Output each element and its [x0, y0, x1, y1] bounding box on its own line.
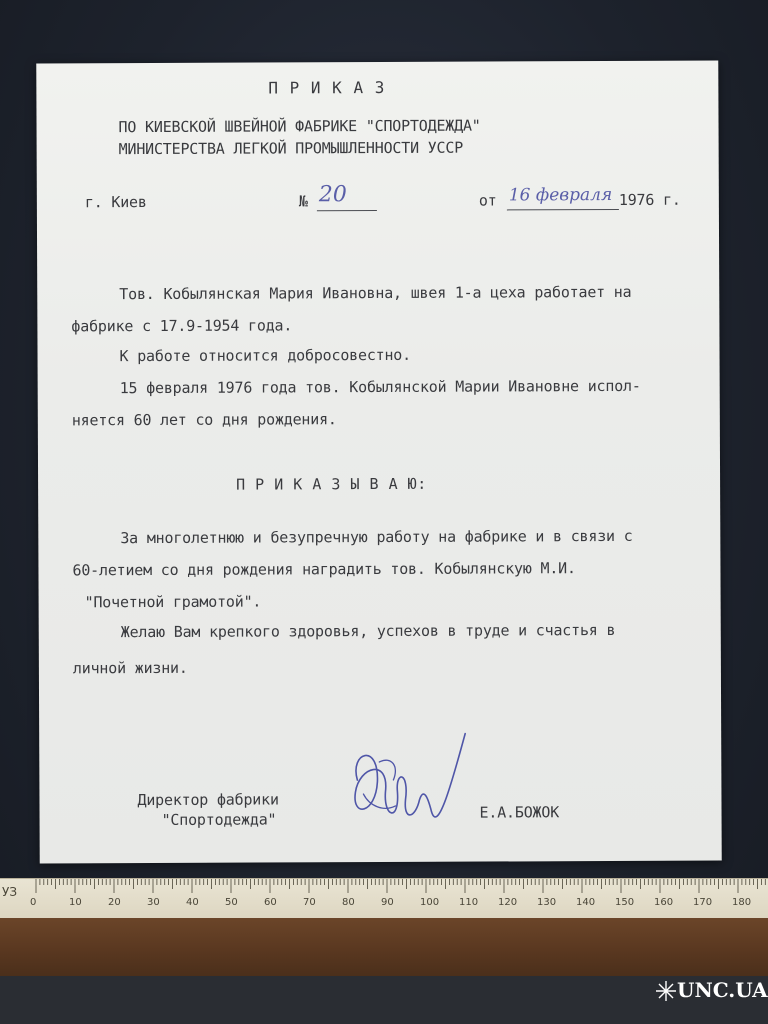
- signer-title-1: Директор фабрики: [137, 790, 279, 810]
- date-year: 1976 г.: [618, 190, 681, 209]
- ruler-label: 180: [732, 897, 752, 908]
- date-handwritten: 16 февраля: [508, 184, 613, 206]
- ruler-label: 100: [420, 897, 440, 908]
- para4-line1: За многолетнюю и безупречную работу на фабрике и в связи с: [120, 526, 633, 548]
- ruler-label: 150: [615, 897, 635, 908]
- org-line-2: МИНИСТЕРСТВА ЛЕГКОЙ ПРОМЫШЛЕННОСТИ УССР: [118, 138, 464, 159]
- para3-line2: няется 60 лет со дня рождения.: [71, 410, 337, 430]
- signature: [339, 722, 470, 853]
- ruler: [0, 878, 768, 920]
- watermark-text: UNC.UA: [677, 978, 768, 1002]
- para3-line1: 15 февраля 1976 года тов. Кобылянской Марии Ивановне испол-: [119, 376, 641, 398]
- doc-title: П Р И К А З: [268, 77, 386, 98]
- wooden-surface: [0, 918, 768, 976]
- signer-title-2: "Спортодежда": [161, 810, 277, 829]
- para5-line1: Желаю Вам крепкого здоровья, успехов в труде и счастья в: [120, 620, 616, 642]
- para4-line2: 60-летием со дня рождения наградить тов. Кобылянскую М.И.: [72, 559, 576, 580]
- ruler-label: 70: [303, 897, 316, 908]
- ruler-label: 120: [498, 897, 518, 908]
- number-underline: [317, 210, 377, 211]
- org-line-1: ПО КИЕВСКОЙ ШВЕЙНОЙ ФАБРИКЕ "СПОРТОДЕЖДА": [118, 116, 481, 137]
- document-sheet: [36, 61, 721, 864]
- number-label: №: [298, 192, 308, 211]
- city: г. Киев: [84, 193, 147, 212]
- ruler-label: 90: [381, 897, 394, 908]
- ruler-label: 40: [186, 897, 199, 908]
- ruler-label: 0: [30, 897, 37, 908]
- date-prefix: от: [478, 191, 497, 210]
- para2: К работе относится добросовестно.: [119, 345, 411, 366]
- ruler-label: 30: [147, 897, 160, 908]
- para1-line1: Тов. Кобылянская Мария Ивановна, швея 1-а цеха работает на: [119, 282, 632, 304]
- ruler-label: 50: [225, 897, 238, 908]
- ruler-label: 110: [459, 897, 479, 908]
- para1-line2: фабрике с 17.9-1954 года.: [71, 316, 293, 336]
- para5-line2: личной жизни.: [72, 658, 188, 678]
- ruler-label: 160: [654, 897, 674, 908]
- watermark-star-icon: [655, 980, 677, 1002]
- ruler-label: 10: [69, 897, 82, 908]
- number-handwritten: 20: [318, 182, 347, 208]
- order-heading: П Р И К А З Ы В А Ю:: [236, 474, 427, 494]
- dark-background: [0, 976, 768, 1024]
- ruler-label: 130: [537, 897, 557, 908]
- ruler-label: 20: [108, 897, 121, 908]
- ruler-label: 140: [576, 897, 596, 908]
- ruler-label: 80: [342, 897, 355, 908]
- ruler-label: 60: [264, 897, 277, 908]
- ruler-end-mark: УЗ: [2, 885, 18, 899]
- watermark: [655, 968, 768, 1012]
- date-underline: [507, 209, 619, 210]
- para4-line3: "Почетной грамотой".: [84, 592, 262, 612]
- signer-name: Е.А.БОЖОК: [479, 803, 560, 822]
- ruler-label: 170: [693, 897, 713, 908]
